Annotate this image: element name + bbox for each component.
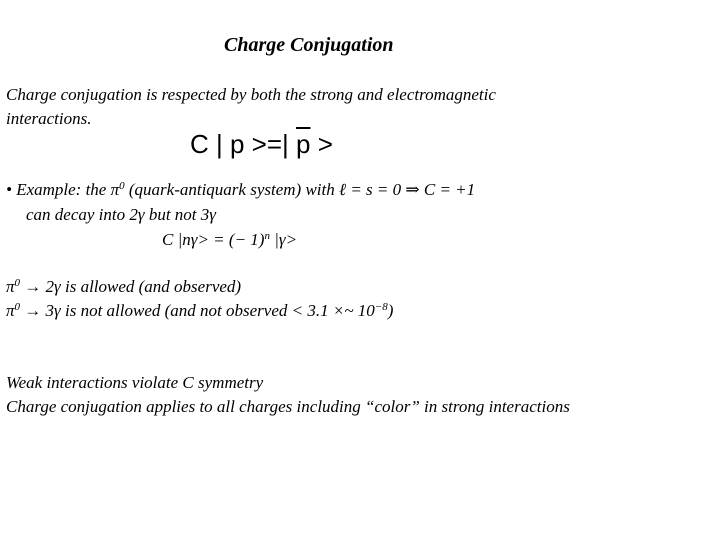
note-line-1: Weak interactions violate C symmetry — [6, 373, 264, 392]
decay1-text-b: → 2γ is allowed (and observed) — [20, 277, 242, 296]
intro-text-line-1: Charge conjugation is respected by both the strong and electromagnetic — [6, 85, 496, 104]
decay1-superscript: 0 — [14, 277, 21, 289]
decay2-text-b: → 3γ is not allowed (and not observed < 3.1 ×~ 10 — [20, 301, 375, 320]
formula-rhs: > — [310, 129, 333, 159]
decay-line-1 — [6, 277, 241, 297]
example-eq-b: |γ> — [269, 230, 298, 249]
example-line-1 — [6, 180, 475, 200]
formula-lhs: C | p >=| — [190, 129, 297, 159]
note-line-2: Charge conjugation applies to all charges including “color” in strong interactions — [6, 397, 570, 416]
decay1-text-a: π — [6, 277, 15, 296]
decay2-text-c: ) — [387, 301, 394, 320]
example-text-b: (quark-antiquark system) with ℓ = s = 0 ⇒ C = +1 — [124, 180, 476, 199]
decay2-exponent: −8 — [374, 301, 388, 313]
example-superscript: 0 — [119, 180, 125, 192]
formula-antiparticle: $\overline{p}$ — [296, 129, 311, 159]
decay2-superscript: 0 — [14, 301, 21, 313]
example-eq-a: C |nγ> = (− 1) — [162, 230, 265, 249]
decay-line-2 — [6, 301, 393, 321]
charge-conjugation-formula — [190, 128, 333, 160]
decay2-text-a: π — [6, 301, 15, 320]
intro-text-line-2: interactions. — [6, 109, 92, 128]
slide-title: Charge Conjugation — [224, 34, 394, 56]
example-line-2: can decay into 2γ but not 3γ — [26, 205, 216, 224]
example-text-a: • Example: the π — [6, 180, 120, 199]
example-eq-superscript: n — [264, 230, 270, 242]
example-line-3 — [162, 230, 297, 250]
